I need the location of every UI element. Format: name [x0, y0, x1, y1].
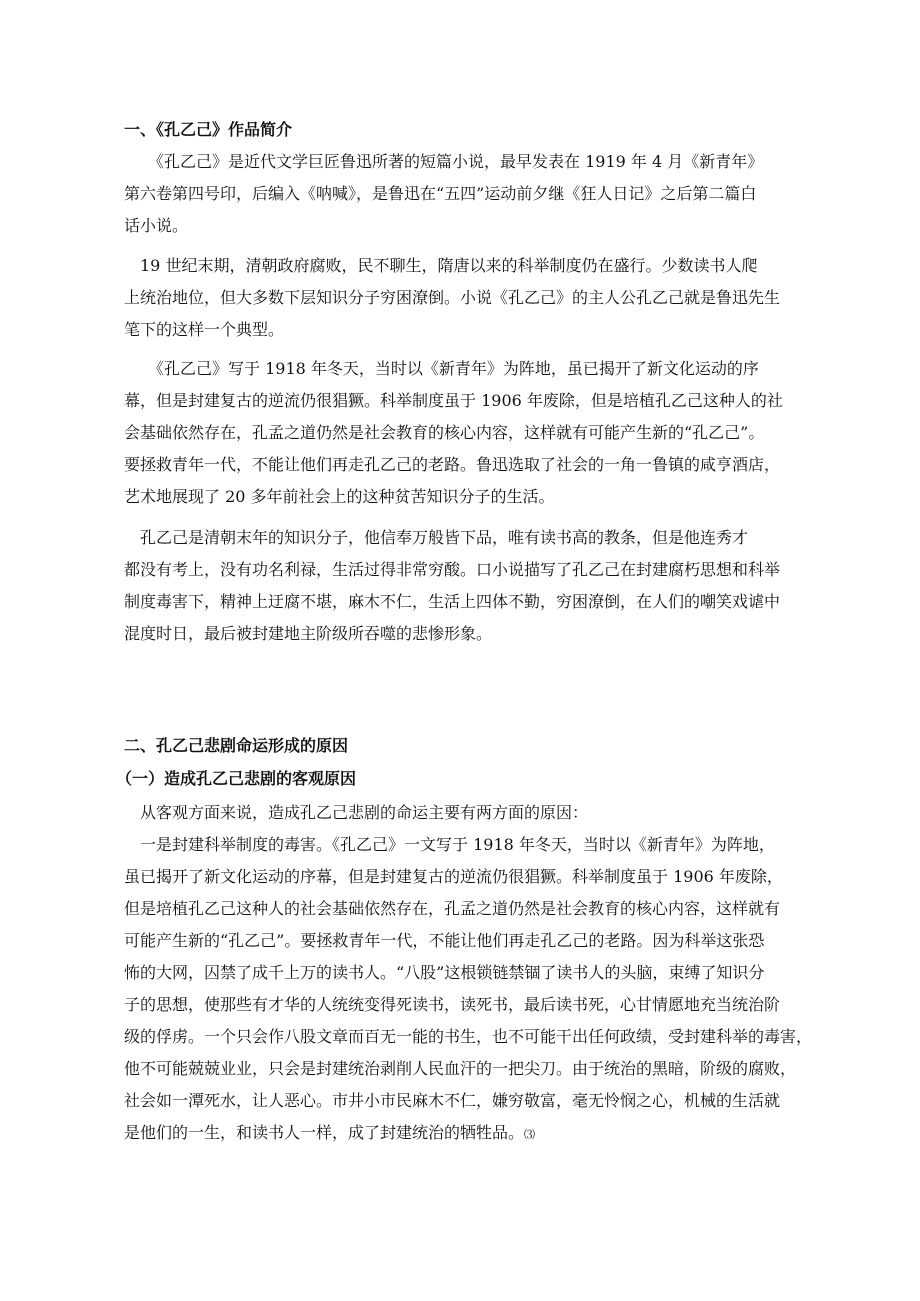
text-line: 19 世纪末期，清朝政府腐败，民不聊生，隋唐以来的科举制度仍在盛行。少数读书人爬: [124, 256, 758, 275]
section1-paragraph-4: [124, 522, 800, 650]
section2-subheading: （一）造成孔乙己悲剧的客观原因: [116, 769, 357, 788]
text-line: 会基础依然存在，孔孟之道仍然是社会教育的核心内容，这样就有可能产生新的“孔乙己”。: [124, 423, 765, 442]
section2-heading: 二、孔乙己悲剧命运形成的原因: [124, 736, 349, 755]
text-line: 社会如一潭死水，让人恶心。市井小市民麻木不仁，嫌穷敬富，毫无怜悯之心，机械的生活就: [124, 1091, 781, 1110]
text-line: 他不可能兢兢业业，只会是封建统治剥削人民血汗的一把尖刀。由于统治的黑暗，阶级的腐败，: [124, 1059, 797, 1078]
text-line: 混度时日，最后被封建地主阶级所吞噬的悲惨形象。: [124, 624, 493, 643]
text-line: 孔乙己是清朝末年的知识分子，他信奉万般皆下品，唯有读书高的教条，但是他连秀才: [124, 528, 749, 547]
text-line-last: [124, 1117, 800, 1149]
text-line: 幕，但是封建复古的逆流仍很猖獗。科举制度虽于 1906 年废除，但是培植孔乙己这种人的社: [124, 391, 783, 410]
text-line: 笔下的这样一个典型。: [124, 320, 285, 339]
text-line: 《孔乙己》是近代文学巨匠鲁迅所著的短篇小说，最早发表在 1919 年 4 月《新青年》: [124, 152, 764, 171]
footnote-reference[interactable]: ⑶: [524, 1128, 536, 1141]
section2-paragraph-1: [124, 797, 800, 829]
section1-paragraph-2: [124, 250, 800, 346]
text-line: 要拯救青年一代，不能让他们再走孔乙己的老路。鲁迅选取了社会的一角一鲁镇的咸亨酒店，: [124, 455, 781, 474]
text-line: 子的思想，使那些有才华的人统统变得死读书，读死书，最后读书死，心甘情愿地充当统治阶: [124, 995, 781, 1014]
section1-paragraph-3: [124, 353, 800, 513]
section2-paragraph-2: [124, 829, 813, 1149]
text-line: 从客观方面来说，造成孔乙己悲剧的命运主要有两方面的原因：: [124, 803, 589, 822]
text-line: 级的俘虏。一个只会作八股文章而百无一能的书生，也不可能干出任何政绩，受封建科举的毒害，: [124, 1027, 813, 1046]
text-line: 《孔乙己》写于 1918 年冬天，当时以《新青年》为阵地，虽已揭开了新文化运动的序: [124, 359, 759, 378]
section1-heading: 一、《孔乙己》作品简介: [124, 120, 293, 139]
text-line: 怖的大网，囚禁了成千上万的读书人。“八股”这根锁链禁锢了读书人的头脑，束缚了知识分: [124, 963, 765, 982]
text-line: 话小说。: [124, 216, 189, 235]
text-line: 可能产生新的“孔乙己”。要拯救青年一代，不能让他们再走孔乙己的老路。因为科举这张恐: [124, 931, 765, 950]
section1-paragraph-1: [124, 146, 800, 242]
text-line: 艺术地展现了 20 多年前社会上的这种贫苦知识分子的生活。: [124, 487, 555, 506]
text-line: 都没有考上，没有功名利禄，生活过得非常穷酸。口小说描写了孔乙己在封建腐朽思想和科举: [124, 560, 781, 579]
text-line: 但是培植孔乙己这种人的社会基础依然存在，孔孟之道仍然是社会教育的核心内容，这样就有: [124, 899, 781, 918]
text-line: 是他们的一生，和读书人一样，成了封建统治的牺牲品。: [124, 1123, 525, 1142]
text-line: 虽已揭开了新文化运动的序幕，但是封建复古的逆流仍很猖獗。科举制度虽于 1906 年废除，: [124, 867, 783, 886]
text-line: 一是封建科举制度的毒害。《孔乙己》一文写于 1918 年冬天，当时以《新青年》为阵地，: [124, 835, 775, 854]
text-line: 制度毒害下，精神上迂腐不堪，麻木不仁，生活上四体不勤，穷困潦倒，在人们的嘲笑戏谑中: [124, 592, 781, 611]
text-line: 第六卷第四号印，后编入《呐喊》，是鲁迅在“五四”运动前夕继《狂人日记》之后第二篇白: [124, 184, 757, 203]
text-line: 上统治地位，但大多数下层知识分子穷困潦倒。小说《孔乙己》的主人公孔乙己就是鲁迅先生: [124, 288, 781, 307]
